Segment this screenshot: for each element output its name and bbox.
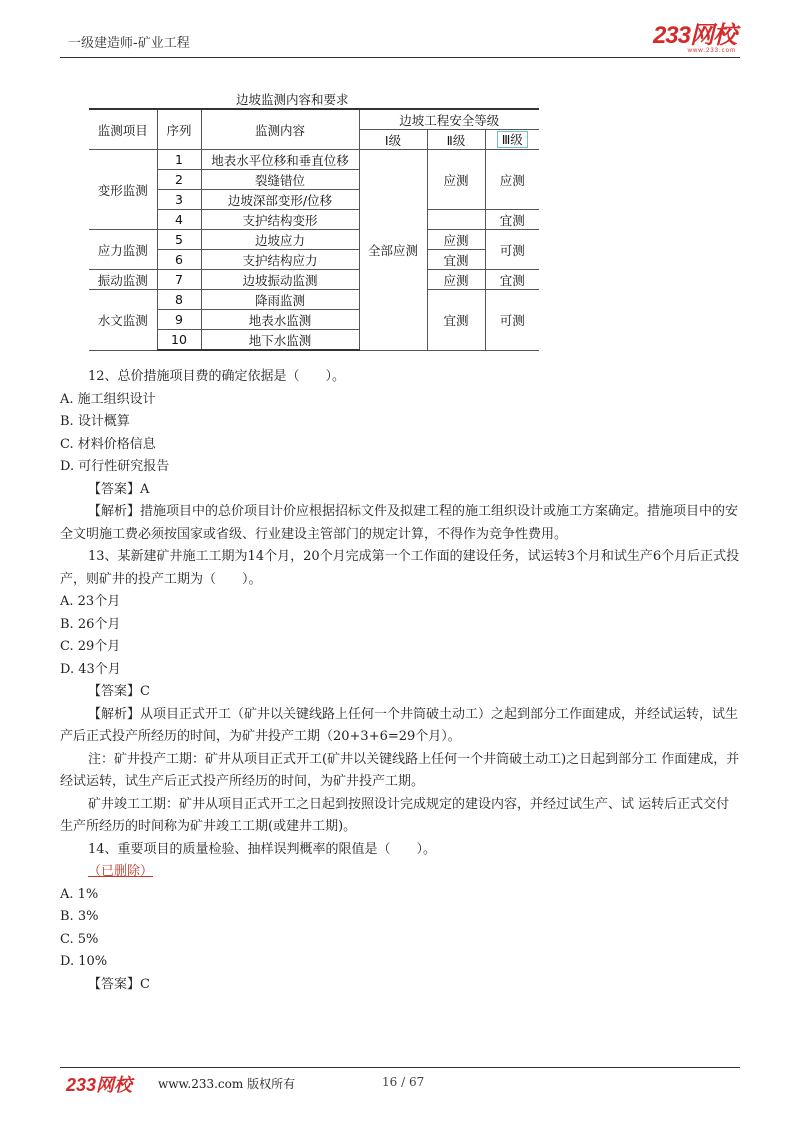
content-cell: 裂缝错位 xyxy=(201,170,359,190)
q13-option-a: A. 23个月 xyxy=(60,594,121,609)
footer-divider xyxy=(60,1067,740,1068)
brand-logo-text: 233网校 xyxy=(652,22,736,49)
q12-option-b: B. 设计概算 xyxy=(60,414,130,429)
content-cell: 地表水监测 xyxy=(201,310,359,330)
q12-stem: 12、总价措施项目费的确定依据是（ ）。 xyxy=(88,369,346,384)
q14-answer: 【答案】C xyxy=(88,976,150,992)
seq-cell: 3 xyxy=(157,190,201,210)
th-level1: Ⅰ级 xyxy=(359,130,427,150)
group-stress: 应力监测 xyxy=(89,230,157,270)
table-title: 边坡监测内容和要求 xyxy=(236,92,349,107)
l2-vibration: 应测 xyxy=(427,270,485,290)
q14-deleted-note: （已删除） xyxy=(88,864,154,879)
group-deform: 变形监测 xyxy=(89,150,157,230)
level1-all: 全部应测 xyxy=(359,150,427,351)
q13-stem: 13、某新建矿井施工工期为14个月，20个月完成第一个工作面的建设任务，试运转3个月和试生产6个月后正式投产，则矿井的投产工期为（ ）。 xyxy=(60,549,740,587)
q12-analysis: 【解析】措施项目中的总价项目计价应根据招标文件及拟建工程的施工组织设计或施工方案确定。措施项目中的安全文明施工费必须按国家或省级、行业建设主管部门的规定计算，不得作为竞争性费用。 xyxy=(60,504,739,542)
l3-deform-b: 宜测 xyxy=(485,210,539,230)
q13-option-c: C. 29个月 xyxy=(60,639,121,654)
group-vibration: 振动监测 xyxy=(89,270,157,290)
l2-deform: 应测 xyxy=(427,150,485,210)
th-content: 监测内容 xyxy=(201,109,359,150)
content-cell: 地下水监测 xyxy=(201,330,359,351)
l3-hydro: 可测 xyxy=(485,290,539,351)
content-cell: 支护结构变形 xyxy=(201,210,359,230)
l2-stress-b: 宜测 xyxy=(427,250,485,270)
q14-stem: 14、重要项目的质量检验、抽样误判概率的限值是（ ）。 xyxy=(88,841,437,857)
th-seq: 序列 xyxy=(157,109,201,150)
content-cell: 地表水平位移和垂直位移 xyxy=(201,150,359,170)
footer-copyright: www.233.com 版权所有 xyxy=(158,1077,296,1091)
th-level3: Ⅲ级 xyxy=(485,130,539,150)
content-cell: 支护结构应力 xyxy=(201,250,359,270)
q13-option-b: B. 26个月 xyxy=(60,616,121,632)
l2-deform-b xyxy=(427,210,485,230)
th-item: 监测项目 xyxy=(89,109,157,150)
brand-logo-url: www.233.com xyxy=(687,48,736,54)
seq-cell: 2 xyxy=(157,170,201,190)
l3-stress: 可测 xyxy=(485,230,539,270)
seq-cell: 1 xyxy=(157,150,201,170)
q14-option-a: A. 1% xyxy=(60,886,99,902)
question-content xyxy=(60,366,740,996)
slope-monitoring-table xyxy=(89,108,539,351)
th-level-group: 边坡工程安全等级 xyxy=(359,109,539,130)
seq-cell: 5 xyxy=(157,230,201,250)
content-cell: 边坡应力 xyxy=(201,230,359,250)
page-number: 16 / 67 xyxy=(382,1075,425,1089)
q12-option-c: C. 材料价格信息 xyxy=(60,436,156,452)
page-header xyxy=(60,24,740,56)
q12-answer: 【答案】A xyxy=(88,481,150,497)
q12-option-d: D. 可行性研究报告 xyxy=(60,459,170,474)
content-cell: 边坡振动监测 xyxy=(201,270,359,290)
seq-cell: 7 xyxy=(157,270,201,290)
q13-note-2: 矿井竣工工期：矿井从项目正式开工之日起到按照设计完成规定的建设内容，并经过试生产、试 运转后正式交付生产所经历的时间称为矿井竣工工期(或建井工期)。 xyxy=(60,796,730,834)
q14-option-d: D. 10% xyxy=(60,954,108,969)
q14-option-b: B. 3% xyxy=(60,909,99,924)
q13-analysis: 【解析】从项目正式开工（矿井以关键线路上任何一个井筒破土动工）之起到部分工作面建成，并经试运转，试生产后正式投产所经历的时间，为矿井投产工期（20+3+6=29个月）。 xyxy=(60,706,739,744)
l2-hydro: 宜测 xyxy=(427,290,485,351)
l3-deform: 应测 xyxy=(485,150,539,210)
q13-answer: 【答案】C xyxy=(88,684,150,699)
th-level2: Ⅱ级 xyxy=(427,130,485,150)
seq-cell: 4 xyxy=(157,210,201,230)
content-cell: 边坡深部变形/位移 xyxy=(201,190,359,210)
seq-cell: 10 xyxy=(157,330,201,351)
footer-logo: 233网校 xyxy=(66,1075,133,1095)
header-divider xyxy=(60,57,740,58)
l2-stress-a: 应测 xyxy=(427,230,485,250)
brand-logo xyxy=(653,24,736,55)
header-title: 一级建造师-矿业工程 xyxy=(68,36,190,51)
seq-cell: 6 xyxy=(157,250,201,270)
seq-cell: 8 xyxy=(157,290,201,310)
q13-option-d: D. 43个月 xyxy=(60,661,121,677)
group-hydro: 水文监测 xyxy=(89,290,157,351)
l3-vibration: 宜测 xyxy=(485,270,539,290)
q14-option-c: C. 5% xyxy=(60,931,99,947)
q13-note-1: 注：矿井投产工期：矿井从项目正式开工(矿井以关键线路上任何一个井筒破土动工)之日起到部分工 作面建成，并经试运转，试生产后正式投产所经历的时间，为矿井投产工期。 xyxy=(60,751,740,789)
seq-cell: 9 xyxy=(157,310,201,330)
q12-option-a: A. 施工组织设计 xyxy=(60,391,156,407)
content-cell: 降雨监测 xyxy=(201,290,359,310)
